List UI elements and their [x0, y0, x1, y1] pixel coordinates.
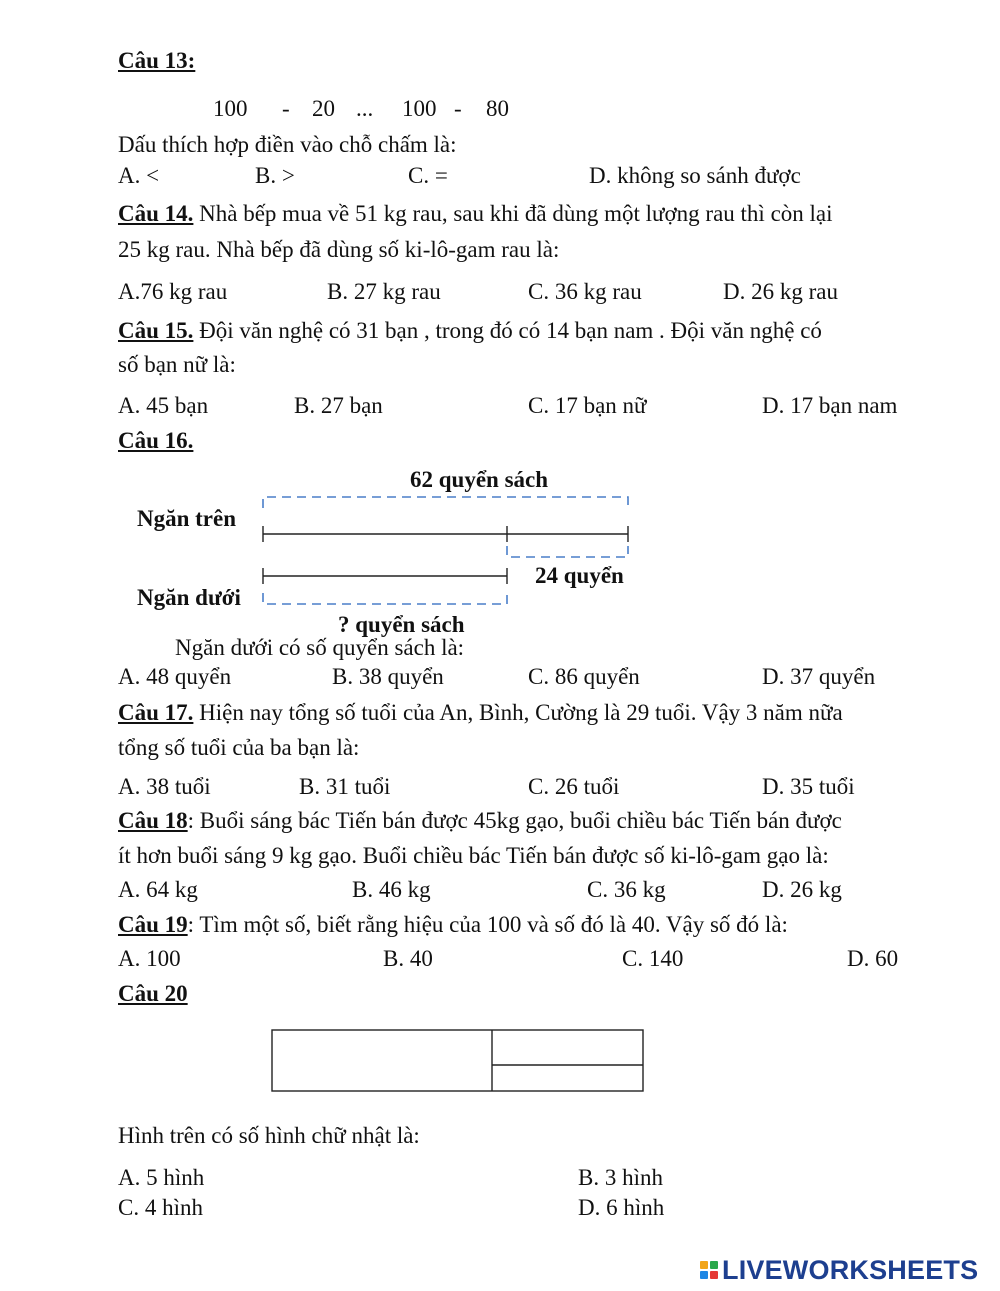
q19-option-c[interactable]: C. 140 — [622, 946, 684, 971]
liveworksheets-logo-icon — [700, 1261, 718, 1279]
q17-line1 — [118, 700, 843, 726]
q15-option-d[interactable]: D. 17 bạn nam — [762, 393, 898, 418]
q16-option-d[interactable]: D. 37 quyển — [762, 664, 876, 689]
q16-total-label: 62 quyển sách — [410, 467, 549, 492]
q13-expr-minus1: - — [282, 96, 290, 121]
q17-option-d[interactable]: D. 35 tuổi — [762, 774, 855, 799]
q19-option-b[interactable]: B. 40 — [383, 946, 433, 971]
liveworksheets-logo[interactable] — [700, 1252, 978, 1288]
q13-option-c[interactable]: C. = — [408, 163, 448, 188]
q14-option-a[interactable]: A.76 kg rau — [118, 279, 228, 304]
q19-option-a[interactable]: A. 100 — [118, 946, 181, 971]
logo-square-2 — [710, 1261, 718, 1269]
q16-bottom-label: Ngăn dưới — [137, 585, 241, 610]
q18-line1 — [118, 808, 842, 834]
q19-line1 — [118, 912, 788, 938]
q18-option-c[interactable]: C. 36 kg — [587, 877, 666, 902]
q14-text1: Nhà bếp mua về 51 kg rau, sau khi đã dùng một lượng rau thì còn lại — [193, 201, 833, 226]
q18-title: Câu 18 — [118, 808, 188, 833]
q16-option-a[interactable]: A. 48 quyển — [118, 664, 232, 689]
q19-option-d[interactable]: D. 60 — [847, 946, 899, 971]
q15-option-b[interactable]: B. 27 bạn — [294, 393, 383, 418]
q17-text1: Hiện nay tổng số tuổi của An, Bình, Cường là 29 tuổi. Vậy 3 năm nữa — [193, 700, 843, 725]
q17-title: Câu 17. — [118, 700, 194, 725]
q14-title: Câu 14. — [118, 201, 194, 226]
q13-option-a[interactable]: A. < — [118, 163, 160, 188]
q13-title: Câu 13: — [118, 48, 196, 73]
q17-option-c[interactable]: C. 26 tuổi — [528, 774, 620, 799]
q15-text2: số bạn nữ là: — [118, 352, 236, 377]
q13-option-b[interactable]: B. > — [255, 163, 295, 188]
q19-title: Câu 19 — [118, 912, 188, 937]
q20-option-a[interactable]: A. 5 hình — [118, 1165, 205, 1190]
q13-expr-d: 80 — [486, 96, 509, 121]
q15-option-a[interactable]: A. 45 bạn — [118, 393, 209, 418]
logo-square-3 — [700, 1271, 708, 1279]
q16-top-label: Ngăn trên — [137, 506, 237, 531]
q15-option-c[interactable]: C. 17 bạn nữ — [528, 393, 647, 418]
q18-text2: ít hơn buổi sáng 9 kg gạo. Buổi chiều bác Tiến bán được số ki-lô-gam gạo là: — [118, 843, 829, 868]
q16-option-b[interactable]: B. 38 quyển — [332, 664, 444, 689]
q13-expr-c: 100 — [402, 96, 437, 121]
diff-brace — [507, 546, 628, 557]
top-total-brace — [263, 497, 628, 508]
q16-title: Câu 16. — [118, 428, 194, 453]
liveworksheets-logo-text: LIVEWORKSHEETS — [722, 1254, 979, 1285]
q13-option-d[interactable]: D. không so sánh được — [589, 163, 801, 188]
q13-blank[interactable]: ... — [356, 96, 374, 121]
q18-option-a[interactable]: A. 64 kg — [118, 877, 198, 902]
bottom-question-brace — [263, 593, 507, 604]
logo-square-1 — [700, 1261, 708, 1269]
q20-outer-rect — [272, 1030, 643, 1091]
q20-option-d[interactable]: D. 6 hình — [578, 1195, 665, 1220]
q20-title: Câu 20 — [118, 981, 188, 1006]
q19-text1: : Tìm một số, biết rằng hiệu của 100 và số đó là 40. Vậy số đó là: — [187, 912, 788, 937]
q14-option-c[interactable]: C. 36 kg rau — [528, 279, 642, 304]
q14-text2: 25 kg rau. Nhà bếp đã dùng số ki-lô-gam rau là: — [118, 237, 560, 262]
q18-text1: : Buổi sáng bác Tiến bán được 45kg gạo, buổi chiều bác Tiến bán được — [187, 808, 842, 833]
q16-prompt: Ngăn dưới có số quyển sách là: — [175, 635, 465, 660]
q13-expr-minus2: - — [454, 96, 462, 121]
q13-expr-b: 20 — [312, 96, 335, 121]
q16-option-c[interactable]: C. 86 quyển — [528, 664, 640, 689]
q13-expr-a: 100 — [213, 96, 248, 121]
q18-option-b[interactable]: B. 46 kg — [352, 877, 431, 902]
q14-option-d[interactable]: D. 26 kg rau — [723, 279, 838, 304]
q17-option-b[interactable]: B. 31 tuổi — [299, 774, 391, 799]
q20-option-c[interactable]: C. 4 hình — [118, 1195, 203, 1220]
q20-option-b[interactable]: B. 3 hình — [578, 1165, 663, 1190]
q20-prompt: Hình trên có số hình chữ nhật là: — [118, 1123, 420, 1148]
q16-question-label: ? quyển sách — [338, 612, 465, 637]
q17-option-a[interactable]: A. 38 tuổi — [118, 774, 211, 799]
logo-square-4 — [710, 1271, 718, 1279]
q13-prompt: Dấu thích hợp điền vào chỗ chấm là: — [118, 132, 457, 157]
q18-option-d[interactable]: D. 26 kg — [762, 877, 842, 902]
q15-text1: Đội văn nghệ có 31 bạn , trong đó có 14 bạn nam . Đội văn nghệ có — [193, 318, 822, 343]
q17-text2: tổng số tuổi của ba bạn là: — [118, 735, 360, 760]
q16-diff-label: 24 quyển — [535, 563, 624, 588]
q14-option-b[interactable]: B. 27 kg rau — [327, 279, 441, 304]
q15-title: Câu 15. — [118, 318, 194, 343]
